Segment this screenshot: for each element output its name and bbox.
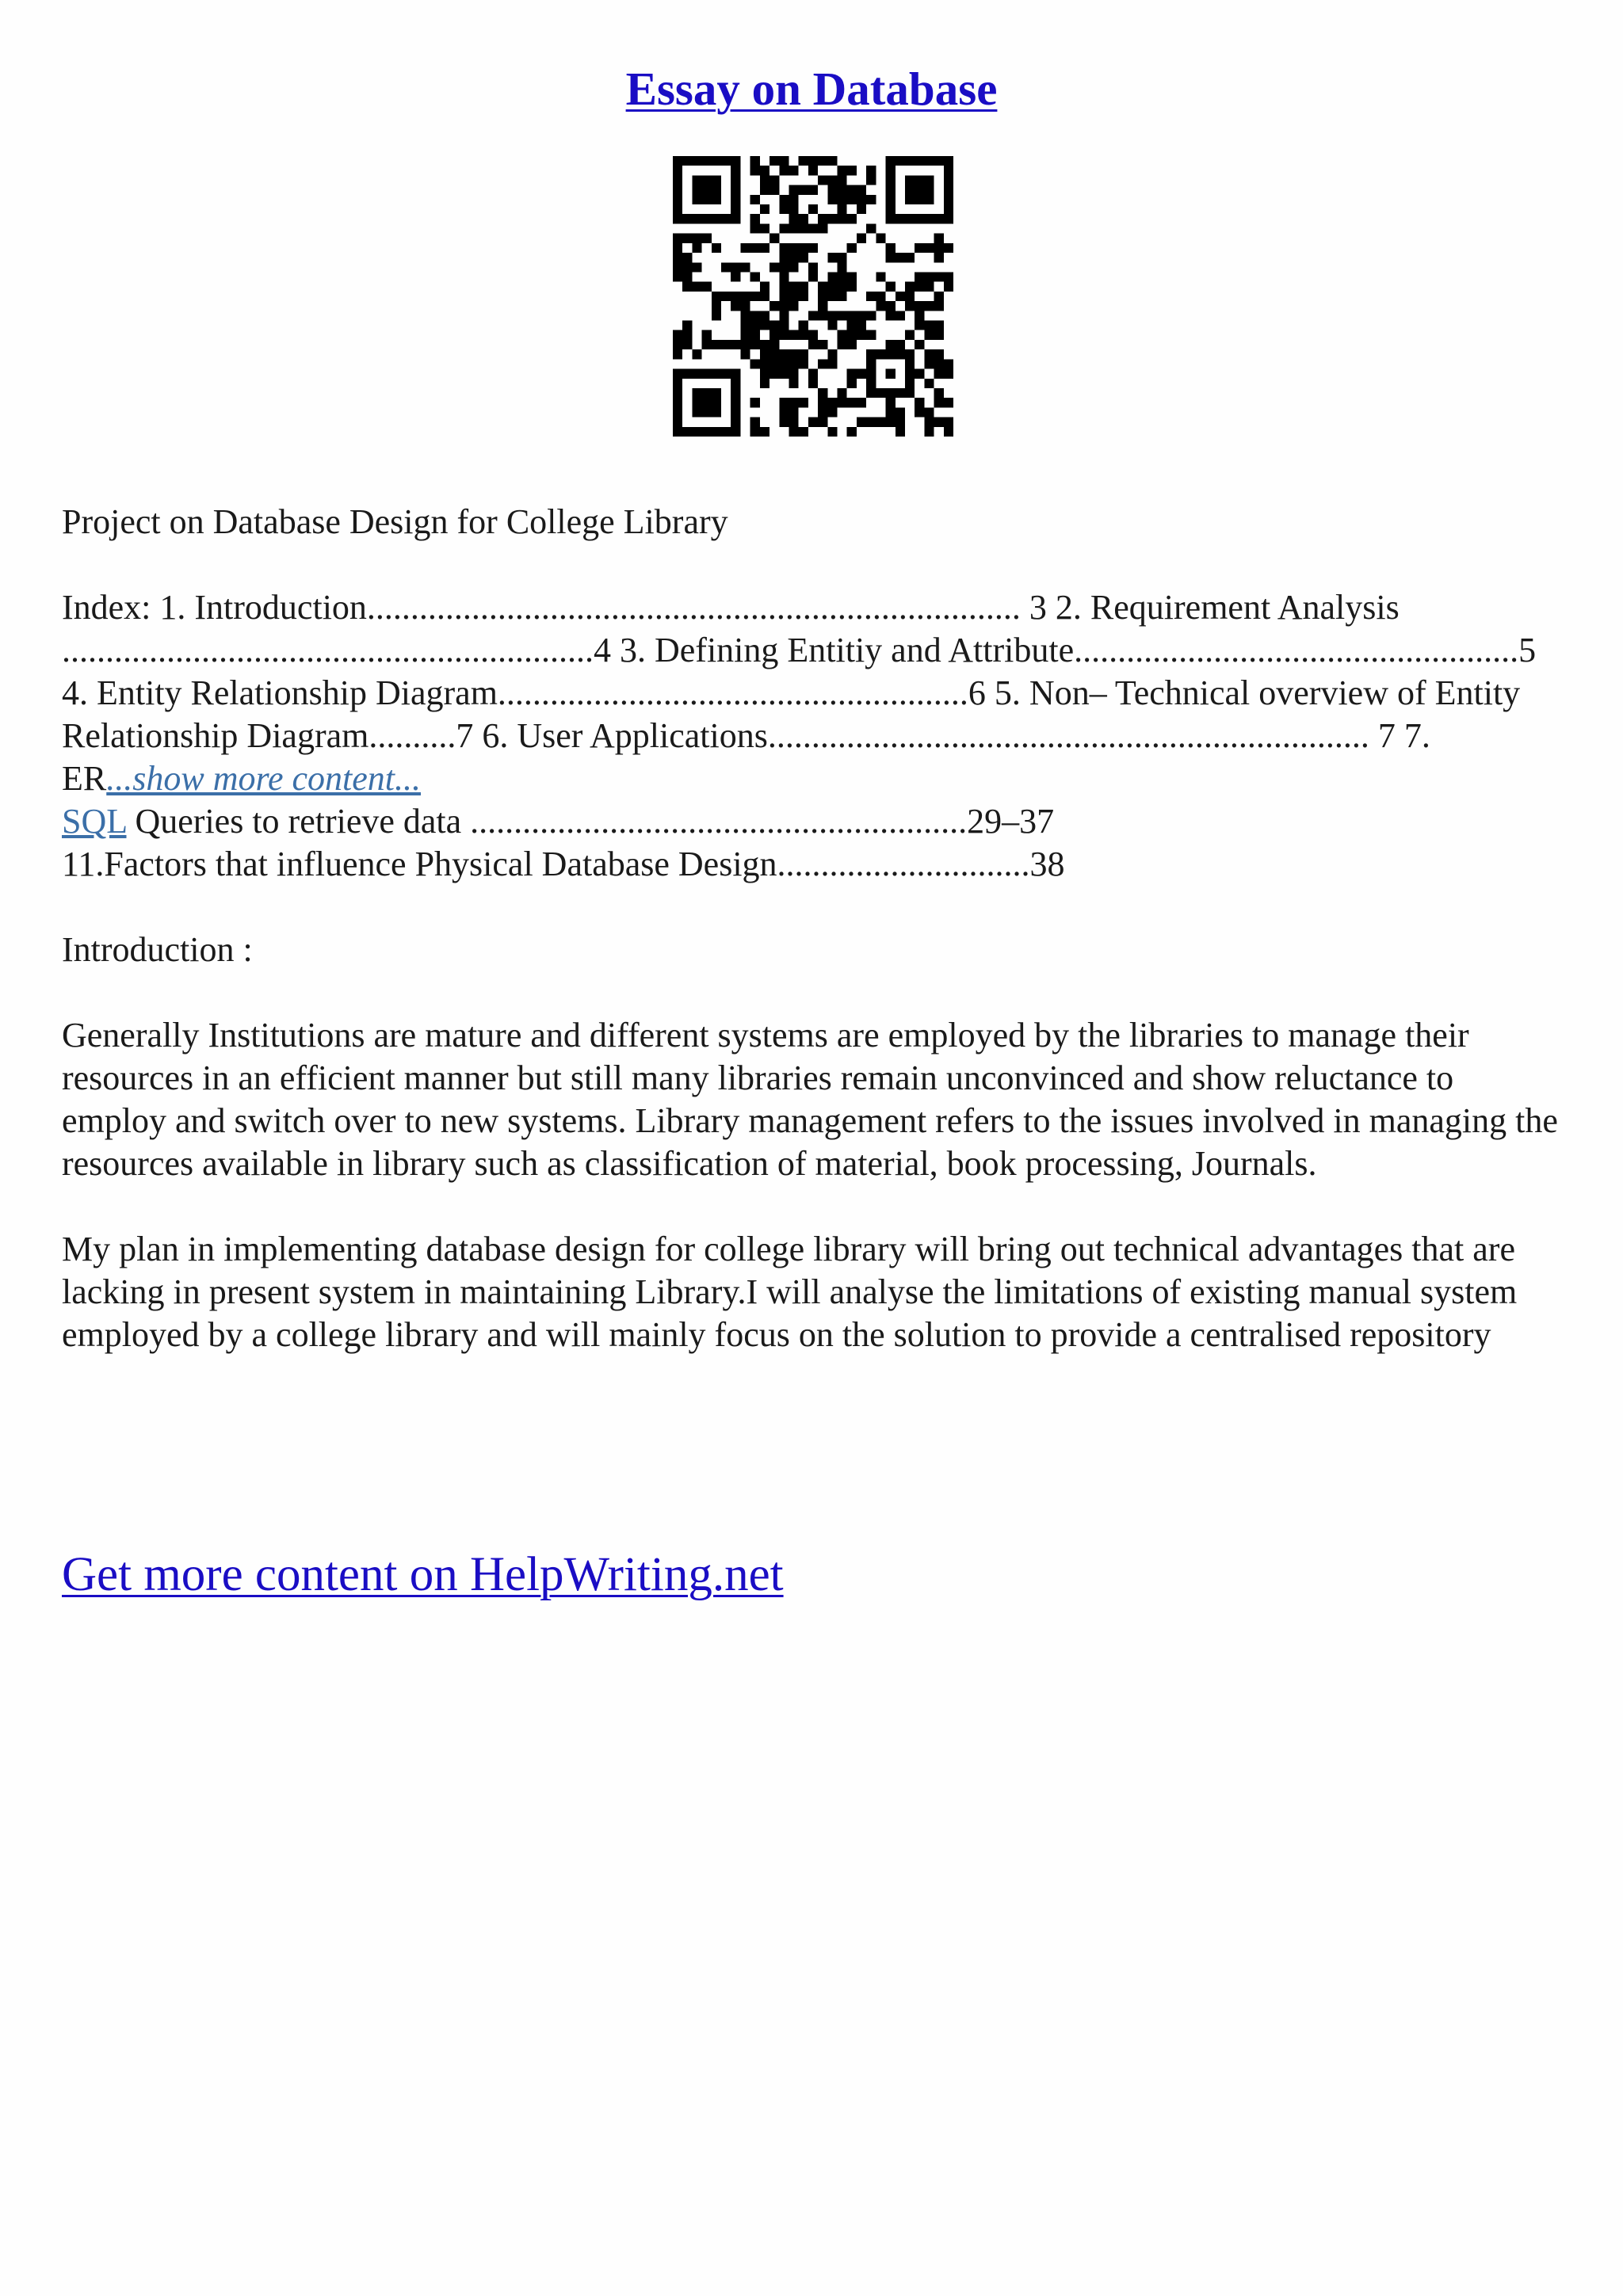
index-text: Index: 1. Introduction........................................................................... 3 2. Requirement Analysis .............................................................4 3. Defining Entitiy and Attribute...................................................5 4. Entity Relationship Diagram......................................................6 5. Non– Technical overview of Entity Relationship Diagram..........7 6. User Applications..................................................................... 7 7. ER [62, 588, 1537, 798]
cta-line [62, 1543, 784, 1607]
sql-link[interactable]: SQL [62, 802, 127, 841]
show-more-link[interactable]: ...show more content... [106, 759, 422, 798]
index-paragraph [62, 586, 1560, 800]
paragraph-1: Generally Institutions are mature and different systems are employed by the libraries to manage their resources in an efficient manner but still many libraries remain unconvinced and show reluctance to employ and switch over to new systems. Library management refers to the issues involved in managing the resources available in library such as classification of material, book processing, Journals. [62, 1016, 1558, 1183]
cta-link[interactable]: Get more content on HelpWriting.net [62, 1548, 784, 1601]
intro-heading: Introduction : [62, 930, 253, 969]
factors-line: 11.Factors that influence Physical Database Design.............................38 [62, 845, 1065, 883]
sql-line-text: Queries to retrieve data .........................................................29–37 [126, 802, 1055, 841]
qr-code-image [673, 156, 953, 437]
document-body [62, 501, 1560, 1399]
sql-line [62, 800, 1560, 843]
project-title: Project on Database Design for College Library [62, 502, 728, 541]
paragraph-2: My plan in implementing database design for college library will bring out technical advantages that are lacking in present system in maintaining Library.I will analyse the limitations of existing manual system employed by a college library and will mainly focus on the solution to provide a centralised repository [62, 1230, 1518, 1354]
page-title [0, 57, 1623, 120]
title-link[interactable]: Essay on Database [625, 63, 998, 115]
